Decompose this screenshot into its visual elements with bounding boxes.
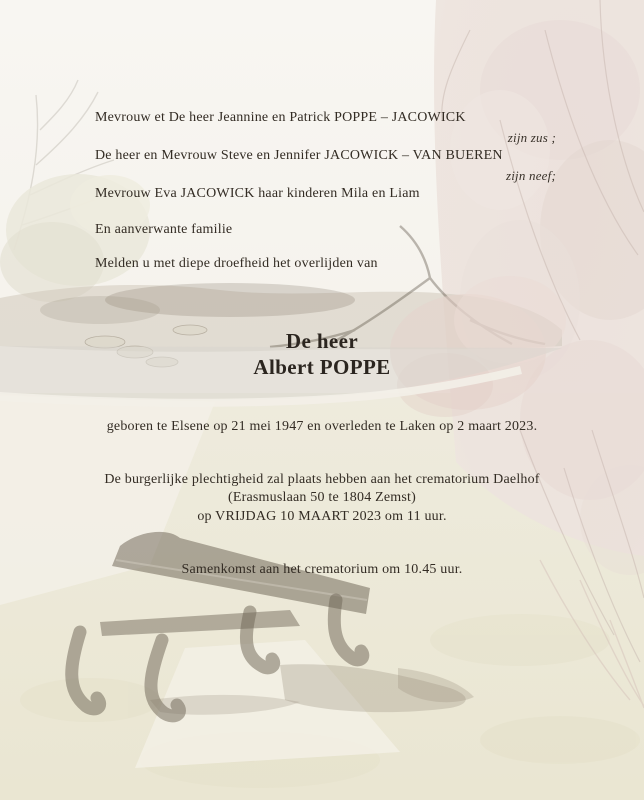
relative-line-2: De heer en Mevrouw Steve en Jennifer JACOWICK – VAN BUEREN — [95, 148, 503, 163]
relation-label-1: zijn zus ; — [507, 130, 556, 145]
notice-line: Melden u met diepe droefheid het overlijden van — [95, 256, 378, 271]
deceased-name: Albert POPPE — [253, 355, 391, 379]
ceremony-line-2: (Erasmuslaan 50 te 1804 Zemst) — [228, 490, 416, 505]
family-line: En aanverwante familie — [95, 222, 233, 237]
relative-line-1: Mevrouw et De heer Jeannine en Patrick POPPE – JACOWICK — [95, 110, 466, 125]
life-dates-line: geboren te Elsene op 21 mei 1947 en overleden te Laken op 2 maart 2023. — [106, 419, 538, 434]
ceremony-line-1: De burgerlijke plechtigheid zal plaats hebben aan het crematorium Daelhof — [104, 472, 540, 487]
gathering-line: Samenkomst aan het crematorium om 10.45 uur. — [181, 562, 463, 577]
relation-label-2: zijn neef; — [505, 168, 556, 183]
ceremony-line-3: op VRIJDAG 10 MAART 2023 om 11 uur. — [197, 509, 447, 524]
relative-line-3: Mevrouw Eva JACOWICK haar kinderen Mila en Liam — [95, 186, 420, 201]
deceased-title: De heer — [285, 329, 359, 353]
